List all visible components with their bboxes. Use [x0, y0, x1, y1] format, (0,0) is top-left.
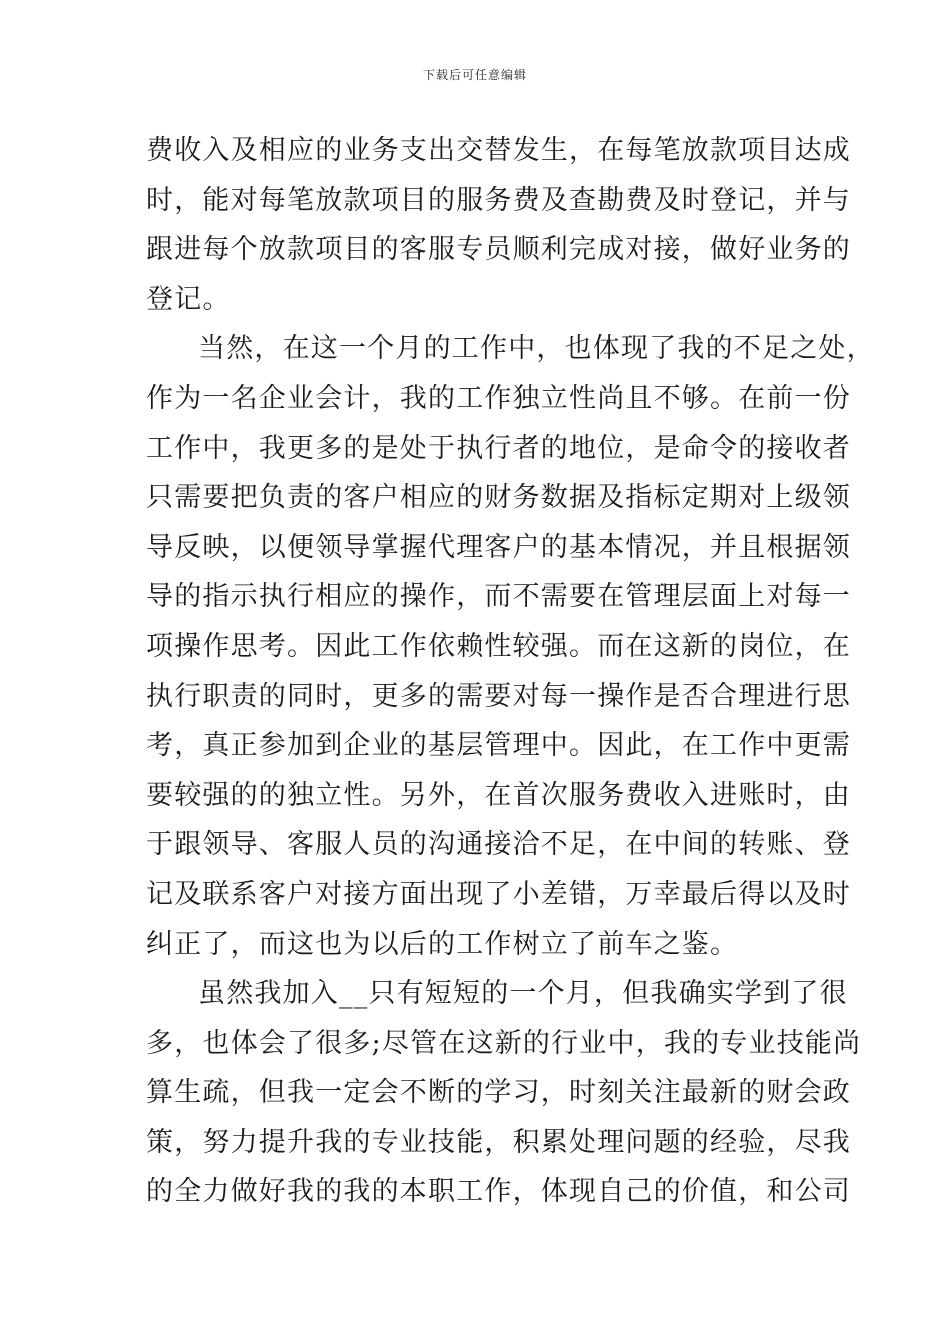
text-line: 记及联系客户对接方面出现了小差错，万幸最后得以及时 [146, 878, 851, 910]
text-line: 的全力做好我的我的本职工作，体现自己的价值，和公司 [146, 1176, 851, 1208]
document-body [146, 126, 875, 1217]
text-line: 费收入及相应的业务支出交替发生，在每笔放款项目达成 [146, 135, 851, 166]
text-line: 要较强的的独立性。另外，在首次服务费收入进账时，由 [146, 779, 851, 811]
text-line: 只需要把负责的客户相应的财务数据及指标定期对上级领 [146, 482, 851, 514]
text-line: 算生疏，但我一定会不断的学习，时刻关注最新的财会政 [146, 1077, 851, 1109]
text-line: 跟进每个放款项目的客服专员顺利完成对接，做好业务的 [146, 234, 851, 266]
header-note: 下载后可任意编辑 [422, 68, 527, 82]
paragraph-start-line: 当然，在这一个月的工作中，也体现了我的不足之处， [198, 333, 875, 365]
text-line: 纠正了，而这也为以后的工作树立了前车之鉴。 [146, 928, 739, 960]
text-line: 项操作思考。因此工作依赖性较强。而在这新的岗位，在 [146, 630, 851, 662]
text-line: 工作中，我更多的是处于执行者的地位，是命令的接收者 [146, 432, 851, 464]
paragraph-start-line: 虽然我加入__只有短短的一个月，但我确实学到了很 [198, 978, 848, 1010]
text-line: 时，能对每笔放款项目的服务费及查勘费及时登记，并与 [146, 184, 851, 216]
text-line: 作为一名企业会计，我的工作独立性尚且不够。在前一份 [146, 382, 851, 414]
text-line: 登记。 [146, 283, 231, 315]
text-line: 多，也体会了很多;尽管在这新的行业中，我的专业技能尚 [146, 1027, 862, 1059]
text-line: 考，真正参加到企业的基层管理中。因此，在工作中更需 [146, 730, 851, 762]
text-line: 策，努力提升我的专业技能，积累处理问题的经验，尽我 [146, 1126, 851, 1158]
text-line: 导反映，以便领导掌握代理客户的基本情况，并且根据领 [146, 531, 851, 563]
text-line: 导的指示执行相应的操作，而不需要在管理层面上对每一 [146, 581, 851, 613]
text-line: 于跟领导、客服人员的沟通接洽不足，在中间的转账、登 [146, 829, 851, 861]
text-line: 执行职责的同时，更多的需要对每一操作是否合理进行思 [146, 680, 851, 712]
